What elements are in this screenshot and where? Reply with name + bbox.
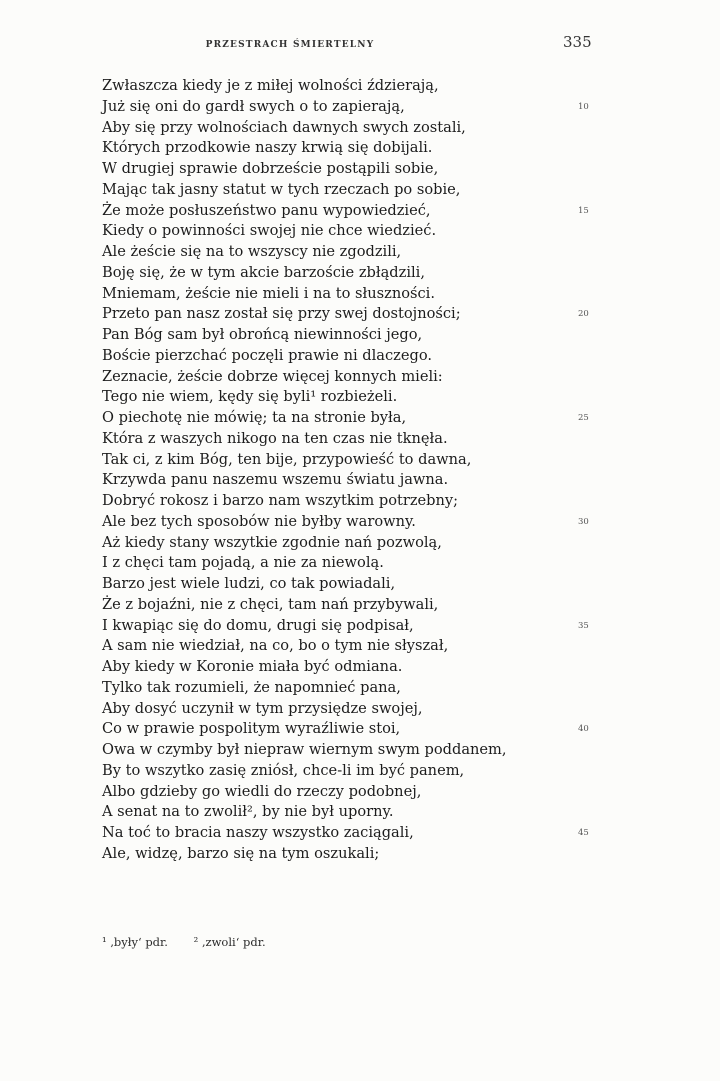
verse-text: Dobryć rokosz i barzo nam wszytkim potrzebny; [102,492,459,509]
verse-text: Kiedy o powinności swojej nie chce wiedzieć. [102,222,437,240]
verse-text: Która z waszych nikogo na ten czas nie tknęła. [102,429,448,447]
verse-text: A sam nie wiedział, na co, bo o tym nie słyszał, [102,637,449,655]
line-number: 40 [578,724,589,735]
verse-line [0,118,720,139]
verse-text: Ale bez tych sposobów nie byłby warowny. [102,512,416,530]
verse-text: Aby dosyć uczynił w tym przysiędze swojej, [102,699,423,717]
footnote-1: ¹ ‚były‘ pdr. [102,935,168,949]
running-header-title: PRZESTRACH ŚMIERTELNY [205,40,375,50]
verse-line [0,76,720,97]
verse-text: Aby kiedy w Koronie miała być odmiana. [102,658,403,675]
verse-text: Boję się, że w tym akcie barzoście zbłądzili, [102,263,425,281]
verse-line [0,263,720,284]
verse-line [0,159,720,180]
verse-line [0,242,720,263]
verse-text: Na toć to bracia naszy wszystko zaciągali, [102,824,414,841]
verse-line [0,470,720,491]
line-number: 25 [578,413,589,423]
verse-text: Boście pierzchać poczęli prawie ni dlaczego. [102,346,432,364]
verse-line [0,719,720,740]
verse-line [0,138,720,159]
verse-line [0,491,720,512]
verse-line [0,636,720,657]
verse-text: Co w prawie pospolitym wyraźliwie stoi, [102,720,401,738]
verse-text: W drugiej sprawie dobrzeście postąpili sobie, [102,160,439,177]
verse-line [0,387,720,408]
verse-text: Tego nie wiem, kędy się byli¹ rozbieżeli. [102,388,398,406]
verse-line [0,346,720,367]
verse-line [0,678,720,699]
verse-line [0,201,720,222]
verse-text: Barzo jest wiele ludzi, co tak powiadali, [102,575,396,592]
verse-line [0,595,720,616]
verse-line [0,429,720,450]
verse-text: Że może posłuszeństwo panu wypowiedzieć, [102,201,431,219]
line-number: 15 [578,205,589,216]
verse-line [0,699,720,720]
verse-line [0,740,720,761]
verse-text: Aby się przy wolnościach dawnych swych zostali, [102,118,466,136]
verse-text: Zeznacie, żeście dobrze więcej konnych mieli: [102,367,443,385]
verse-text: Tylko tak rozumieli, że napomnieć pana, [102,678,401,696]
page-number: 335 [563,33,592,51]
verse-text: Już się oni do gardł swych o to zapierają, [102,97,405,115]
verse-line [0,844,720,865]
verse-line [0,450,720,471]
verse-text: Zwłaszcza kiedy je z miłej wolności ździerają, [102,77,439,94]
line-number: 10 [578,101,589,112]
verse-line [0,180,720,201]
verse-text: Mając tak jasny statut w tych rzeczach po sobie, [102,180,461,198]
poem-text [0,76,720,865]
verse-line [0,304,720,325]
verse-line [0,97,720,118]
verse-text: Aż kiedy stany wszytkie zgodnie nań pozwolą, [102,533,442,551]
verse-text: Mniemam, żeście nie mieli i na to słuszności. [102,284,435,302]
line-number: 30 [578,516,589,527]
verse-line [0,221,720,242]
verse-line [0,823,720,844]
verse-line [0,512,720,533]
verse-line [0,367,720,388]
verse-text: I kwapiąc się do domu, drugi się podpisał, [102,616,414,634]
footnotes [102,935,266,949]
verse-line [0,325,720,346]
verse-text: By to wszytko zasię zniósł, chce-li im być panem, [102,761,465,779]
verse-line [0,657,720,678]
footnote-2: ² ‚zwoli‘ pdr. [193,935,266,949]
verse-line [0,761,720,782]
verse-text: Że z bojaźni, nie z chęci, tam nań przybywali, [102,595,439,613]
verse-line [0,574,720,595]
verse-text: I z chęci tam pojadą, a nie za niewolą. [102,554,384,572]
verse-line [0,782,720,803]
verse-text: Albo gdzieby go wiedli do rzeczy podobnej, [102,782,422,800]
verse-text: A senat na to zwolił², by nie był uporny. [102,803,394,821]
verse-line [0,553,720,574]
verse-line [0,533,720,554]
verse-text: Tak ci, z kim Bóg, ten bije, przypowieść to dawna, [102,450,472,468]
verse-text: Ale żeście się na to wszyscy nie zgodzili, [102,243,402,260]
verse-text: Pan Bóg sam był obrońcą niewinności jego, [102,326,423,343]
line-number: 35 [578,620,589,631]
line-number: 20 [578,309,589,320]
verse-text: Ale, widzę, barzo się na tym oszukali; [102,844,380,862]
verse-text: Owa w czymby był niepraw wiernym swym poddanem, [102,741,507,758]
verse-line [0,802,720,823]
verse-text: Krzywda panu naszemu wszemu światu jawna. [102,471,449,489]
verse-line [0,408,720,429]
verse-line [0,284,720,305]
verse-line [0,616,720,637]
line-number: 45 [578,828,589,838]
verse-text: Przeto pan nasz został się przy swej dostojności; [102,305,461,323]
verse-text: Których przodkowie naszy krwią się dobijali. [102,139,433,157]
verse-text: O piechotę nie mówię; ta na stronie była, [102,409,407,426]
